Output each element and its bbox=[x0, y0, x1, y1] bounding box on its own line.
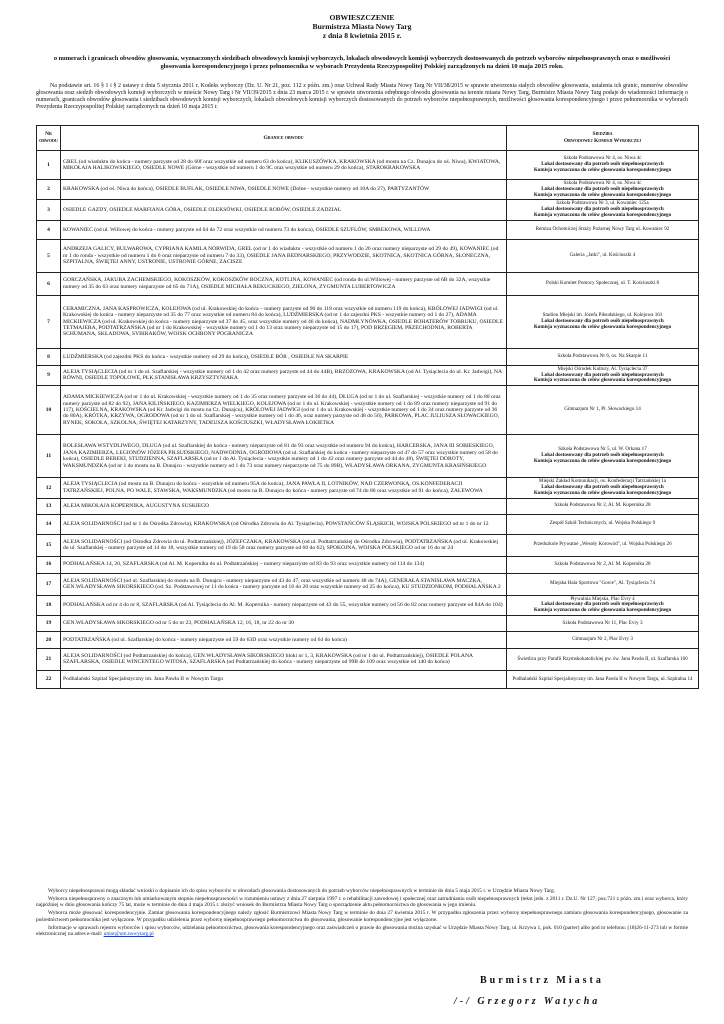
district-boundaries: GREL (od wiaduktu do końca - numery parzyste od 28 do 60f oraz wszystkie od numeru 63 do końca), KLIKUSZÓWKA, KRAKOWSKA (od mostu na Cz. Dunajcu do oś. Niwa), KWIATOWA, MIKOŁAJA HALIKOWSKIEGO, OSIEDLE NOWE (Górne - wszystkie od numeru 1 do 9C oraz wszystkie od numeru 29 do końca), STAROKRAKOWSKA bbox=[61, 151, 507, 180]
table-row bbox=[37, 615, 699, 631]
table-row bbox=[37, 514, 699, 534]
district-boundaries: ALEJA SOLIDARNOŚCI (od Ośrodka Zdrowia do ul. Podtatrzańskiej), JÓZEFCZAKA, KRAKOWSKA (od ul. Podtatrzańskiej do Ośrodka Zdrowia), PODTATRZAŃSKA (od ul. Krakowskiej do ul. Szaflarskiej - numery parzyste od 14 do 18, wszystkie numery od 19 do 58 oraz numery parzyste od 60 do 62), SPOKOJNA, WOJSKA POLSKIEGO od nr 16 do nr 24 bbox=[61, 534, 507, 556]
committee-seat bbox=[507, 180, 699, 200]
seat-address: Galeria „Jatki", ul. Kościuszki 4 bbox=[569, 251, 636, 258]
committee-seat bbox=[507, 670, 699, 688]
table-row bbox=[37, 498, 699, 514]
postal-voting-note: Komisja wyznaczona do celów głosowania korespondencyjnego bbox=[533, 458, 672, 465]
committee-seat bbox=[507, 435, 699, 478]
postal-voting-note: Komisja wyznaczona do celów głosowania korespondencyjnego bbox=[533, 191, 672, 198]
header-date: z dnia 8 kwietnia 2015 r. bbox=[322, 31, 402, 41]
table-row bbox=[37, 631, 699, 648]
table-row bbox=[37, 220, 699, 239]
seat-address: Stadion Miejski im. Józefa Piłsudskiego, ul. Kolejowa 161 bbox=[542, 312, 663, 319]
table-row bbox=[37, 180, 699, 200]
district-number: 18 bbox=[37, 595, 61, 615]
district-number: 21 bbox=[37, 648, 61, 670]
table-row bbox=[37, 534, 699, 556]
district-boundaries: GORCZAŃSKA, JAKUBA ZACHEMSKIEGO, KOKOSZKÓW, KOKOSZKÓW BOCZNA, KOTLINA, KOWANIEC (od ronda do ul.Willowej - numery parzyste od 6B do 32A, wszystkie numery od 35 do 63 oraz numery nieparzyste od 65 do 71A), OSIEDLE MICHAŁA REKUCKIEGO, ZIELONA, ZYGMUNTA LUBERTOWICZA bbox=[61, 272, 507, 295]
district-boundaries: OSIEDLE GAZDY, OSIEDLE MARFIANA GÓRA, OSIEDLE OLEKSÓWKI, OSIEDLE ROBÓW, OSIEDLE ZADZIAL bbox=[61, 200, 507, 220]
committee-seat bbox=[507, 514, 699, 534]
notes-section bbox=[36, 888, 688, 939]
district-boundaries: CERAMICZNA, JANA KASPROWICZA, KOLEJOWA (od ul. Krakowskiej do końca – numery parzyste od 90 do 118 oraz wszystkie od numeru 119 do końca), KRÓLOWEJ JADWIGI (od ul. Krakowskiej do końca - numery nieparzyste od 35 do 77 oraz wszystkie od numeru 84 do końca), LUDŹMIERSKA (od nr 1 do zajezdni PKS - wszystkie numery od 1 do 27), ADAMA MICKIEWICZA (od ul. Krakowskiej do końca - numery nieparzyste od 37 do 45, oraz wszystkie numery od 46 do końca), NADMŁYNÓWKA, OSIEDLE BOHATERÓW TOBRUKU, OSIEDLE TETMAJERA, PODTATRZAŃSKA (od nr 1 do Krakowskiej - wszystkie numery od 1 do 13 oraz numery nieparzyste od 15 do 17), POD BRZEGIEM, PRZECHODNIA, ROBERTA SCHUMANA, SKŁADOWA, SYBIRAKÓW, WOJSK OCHRONY POGRANICZA bbox=[61, 295, 507, 348]
header-committee-seat bbox=[507, 126, 699, 151]
district-boundaries: ALEJA TYSIĄCLECIA (od nr 1 do ul. Szaflarskiej - wszystkie numery od 1 do 42 oraz numery parzyste od 44 do 44B), BRZOZOWA, KRAKOWSKA (od Al. Tysiąclecia do ul. Kr. Jadwigi), NA RÓWNI, OSIEDLE TOPOLOWE, PŁK.STANISŁAWA KRZYSZTYNIAKA bbox=[61, 365, 507, 385]
seat-address: Szkoła Podstawowa Nr 3, ul. Kowaniec 125a bbox=[556, 200, 649, 207]
committee-seat bbox=[507, 615, 699, 631]
district-number: 20 bbox=[37, 631, 61, 648]
table-row bbox=[37, 435, 699, 478]
district-number: 10 bbox=[37, 386, 61, 435]
accessible-venue-note: Lokal dostosowany dla potrzeb osób niepełnosprawnych bbox=[541, 452, 664, 459]
seat-address: Szkoła Podstawowa Nr 2, Al. M. Kopernika 28 bbox=[554, 560, 651, 567]
district-number: 15 bbox=[37, 534, 61, 556]
contact-text: Informacje w sprawach rejestru wyborców i spisu wyborców, udzielania pełnomocnictwa, głosowania korespondencyjnego oraz zaświadczeń o prawie do głosowania można uzyskać w Urzędzie Miasta Nowy Targ, ul. Krzywa 1, pok. 010 (parter) albo pod nr telefonu: (18)26-11-273 lub w formie elektronicznej na adres e-mail: bbox=[36, 924, 688, 938]
committee-seat bbox=[507, 648, 699, 670]
committee-seat bbox=[507, 272, 699, 295]
table-row bbox=[37, 295, 699, 348]
announcement-subject: o numerach i granicach obwodów głosowania, wyznaczonych siedzibach obwodowych komisji wyborczych, lokalach obwodowych komisji wyborczych dostosowanych do potrzeb wyborców niepełnosprawnych oraz o możliwości głosowania korespondencyjnego i przez pełnomocnika w wyborach Prezydenta Rzeczypospolitej Polskiej zarządzonych na dzień 10 maja 2015 roku. bbox=[53, 55, 671, 71]
contact-email-link[interactable]: umnt@um.nowytarg.pl bbox=[103, 931, 154, 938]
committee-seat bbox=[507, 348, 699, 365]
seat-address: Zespół Szkół Technicznych, ul. Wojska Polskiego 9 bbox=[549, 520, 656, 527]
accessible-venue-note: Lokal dostosowany dla potrzeb osób niepełnosprawnych bbox=[541, 206, 664, 213]
seat-address: Świetlica przy Parafii Rzymskokatolickiej pw. św. Jana Pawła II, ul. Szaflarska 160 bbox=[517, 655, 688, 662]
accessible-venue-note: Lokal dostosowany dla potrzeb osób niepełnosprawnych bbox=[541, 317, 664, 324]
district-number: 2 bbox=[37, 180, 61, 200]
committee-seat bbox=[507, 295, 699, 348]
district-boundaries: ANDRZEJA GALICY, BULWAROWA, CYPRIANA KAMILA NORWIDA, GREL (od nr 1 do wiaduktu - wszystkie od numeru 1 do 26 oraz numery nieparzyste od 29 do 49), KOWANIEC (od nr 1 do ronda - wszystkie od numeru 1 do 6 oraz nieparzyste od numeru 7 do 33), OSIEDLE JANA BEDNARSKIEGO, PRZYWODZIE, SKOTNICA, SKOTNICA GÓRNA, SŁONECZNA, SZPITALNA, ŚWIĘTEJ ANNY, USTRONIE, USTRONIE GÓRNE, ZACISZE bbox=[61, 239, 507, 272]
district-boundaries: ALEJA SOLIDARNOŚCI (od nr 1 do Ośrodka Zdrowia), KRAKOWSKA (od Ośrodka Zdrowia do Al. Tysiąclecia), POWSTAŃCÓW ŚLĄSKICH, WOJSKA POLSKIEGO od nr 1 do nr 12 bbox=[61, 514, 507, 534]
district-boundaries: GEN.WŁADYSŁAWA SIKORSKIEGO od nr 5 do nr 23, PODHALAŃSKA 12, 16, 18, nr 22 do nr 30 bbox=[61, 615, 507, 631]
district-boundaries: KRAKOWSKA (od oś. Niwa do końca), OSIEDLE BUFLAK, OSIEDLE NIWA, OSIEDLE NOWE (Dolne - wszystkie numery od 10A do 27), PARTYZANTÓW bbox=[61, 180, 507, 200]
district-boundaries: ALEJA MIKOŁAJA KOPERNIKA, AUGUSTYNA SUSKIEGO bbox=[61, 498, 507, 514]
note-proxy-voting: Wyborca niepełnosprawny o znacznym lub umiarkowanym stopniu niepełnosprawności w rozumieniu ustawy z dnia 27 sierpnia 1997 r. o rehabilitacji zawodowej i społecznej oraz zatrudnianiu osób niepełnosprawnych (tekst jedn. z 2011 r. Dz.U. Nr 127, poz.721 z późn. zm.) oraz wyborca, który najpóźniej w dniu głosowania kończy 75 lat, może w terminie do dnia 4 maja 2015 r. złożyć wniosek do Burmistrza Miasta Nowy Targ o sporządzenie aktu pełnomocnictwa do głosowania w jego imieniu. bbox=[36, 896, 688, 909]
table-row bbox=[37, 595, 699, 615]
seat-address: Szkoła Podstawowa Nr 4, os. Niwa 4c bbox=[563, 180, 642, 186]
district-number: 13 bbox=[37, 498, 61, 514]
note-postal-voting: Wyborca może głosować korespondencyjnie. Zamiar głosowania korespondencyjnego należy zgłosić Burmistrzowi Miasta Nowy Targ w terminie do dnia 27 kwietnia 2015 r. W przypadku zgłoszenia przez wyborcę niepełnosprawnego zamiaru głosowania korespondencyjnego, głosowanie za pośrednictwem pełnomocnika jest wyłączone. W przypadku udzielenia przez wyborcę niepełnosprawnego pełnomocnictwa do głosowania, głosowanie korespondencyjne jest wyłączone. bbox=[36, 910, 688, 923]
intro-paragraph: Na podstawie art. 16 § 1 i § 2 ustawy z dnia 5 stycznia 2011 r. Kodeks wyborczy (Dz. U. Nr 21, poz. 112 z późn. zm.) oraz Uchwał Rady Miasta Nowy Targ Nr VII/38/2015 w sprawie utworzenia stałych obwodów głosowania, ustalenia ich granic, numerów obwodów głosowania oraz siedzib obwodowych komisji wyborczych w mieście Nowy Targ i Nr VII/39/2015 z dnia 23 marca 2015 r. w sprawie utworzenia odrębnego obwodu głosowania na terenie miasta Nowy Targ, Burmistrz Miasta Nowy Targ podaje do wiadomości informację o numerach, granicach obwodów głosowania i siedzibach obwodowych komisji wyborczych, lokalach obwodowych komisji wyborczych dostosowanych do potrzeb wyborców niepełnosprawnych, możliwości głosowania korespondencyjnego i przez pełnomocnika w wyborach Prezydenta Rzeczypospolitej Polskiej zarządzonych na dzień 10 maja 2015 r. bbox=[36, 83, 688, 111]
seat-address: Podhalański Szpital Specjalistyczny im. Jana Pawła II w Nowym Targu, ul. Szpitalna 14 bbox=[512, 675, 693, 682]
district-boundaries: ALEJA SOLIDARNOŚCI (od ul. Szaflarskiej do mostu na B. Dunajcu - numery nieparzyste od 43 do 47, oraz wszystkie od numeru 48 do 74A), GENERAŁA STANISŁAWA MACZKA, GEN.WŁADYSŁAWA SIKORSKIEGO (od. Sz. Podstawowej nr 11 do końca - numery parzyste od 16 do 20 oraz wszystkie numery od 25 do końca), KU STUDZIONKOM, PODHALAŃSKA 2 bbox=[61, 573, 507, 595]
district-number: 5 bbox=[37, 239, 61, 272]
seat-address: Miejska Hala Sportowa "Gorce", Al. Tysiąclecia 74 bbox=[550, 580, 655, 587]
postal-voting-note: Komisja wyznaczona do celów głosowania korespondencyjnego bbox=[533, 489, 672, 496]
district-boundaries: ALEJA TYSIĄCLECIA (od mostu na B. Dunajcu do końca - wszystkie od numeru 95A do końca), JANA PAWŁA II, LOTNIKÓW, NAD CZERWONKĄ, OS.KONFEDERACJI TATRZAŃSKIEJ, POLNA, PO WALE, STAWSKA, WAKSMUNDZKA (od mostu na B. Dunajcu do końca - numery parzyste od 74 do 86 oraz wszystkie od 91 do końca), ZALEWOWA bbox=[61, 478, 507, 498]
district-number: 12 bbox=[37, 478, 61, 498]
postal-voting-note: Komisja wyznaczona do celów głosowania korespondencyjnego bbox=[533, 211, 672, 218]
table-row bbox=[37, 386, 699, 435]
seat-address: Pływalnia Miejska, Plac Evry 4 bbox=[570, 595, 635, 602]
postal-voting-note: Komisja wyznaczona do celów głosowania korespondencyjnego bbox=[533, 377, 672, 384]
accessible-venue-note: Lokal dostosowany dla potrzeb osób niepełnosprawnych bbox=[541, 601, 664, 608]
committee-seat bbox=[507, 534, 699, 556]
table-row bbox=[37, 478, 699, 498]
seat-address: Miejski Ośrodek Kultury, Al. Tysiąclecia 37 bbox=[557, 365, 648, 372]
district-number: 14 bbox=[37, 514, 61, 534]
district-number: 9 bbox=[37, 365, 61, 385]
seat-address: Polski Komitet Pomocy Społecznej, ul. T. Kościuszki 8 bbox=[546, 279, 659, 286]
accessible-venue-note: Lokal dostosowany dla potrzeb osób niepełnosprawnych bbox=[541, 483, 664, 490]
district-boundaries: BOLESŁAWA WSTYDLIWEGO, DŁUGA (od ul. Szaflarskiej do końca - numery nieparzyste od 81 do 93 oraz wszystkie od numeru 94 do końca), HARCERSKA, JANA III SOBIESKIEGO, JANA KAZIMIERZA, LEGIONÓW JÓZEFA PIŁSUDSKIEGO, NADWODNIA, OGRODOWA (od ul. Szaflarskiej do końca - numery nieparzyste od 47 do 57 oraz wszystkie numery od 58 do końca), OSIEDLE BEREKI, STUDZIENNA, SZAFLARSKA (od nr 1 do Al. Tysiąclecia - wszystkie numery od 1 do 42 oraz numery parzyste od 44 do 48), ŚWIĘTEJ DOROTY, WAKSMUNDZKA (od nr 1 do mostu na B. Dunajcu - wszystkie numery od 1 do 73 oraz numery nieparzyste od 75 do 89B), WŁADYSŁAWA ORKANA, ZYGMUNTA KRASIŃSKIEGO bbox=[61, 435, 507, 478]
table-row bbox=[37, 670, 699, 688]
committee-seat bbox=[507, 478, 699, 498]
table-row bbox=[37, 239, 699, 272]
district-boundaries: PODTATRZAŃSKA (od ul. Szaflarskiej do końca - numery nieparzyste od 59 do 63D oraz wszystkie numery od 64 do końca) bbox=[61, 631, 507, 648]
signature-name: /-/ Grzegorz Watycha bbox=[454, 996, 601, 1007]
seat-address: Szkoła Podstawowa Nr 2, Al. M. Kopernika 28 bbox=[554, 502, 651, 509]
postal-voting-note: Komisja wyznaczona do celów głosowania korespondencyjnego bbox=[533, 323, 672, 330]
note-disabled-voters: Wyborcy niepełnosprawni mogą składać wnioski o dopisanie ich do spisu wyborców w obwodach głosowania dostosowanych do potrzeb wyborców niepełnosprawnych w terminie do dnia 5 maja 2015 r. w Urzędzie Miasta Nowy Targ. bbox=[48, 888, 556, 894]
seat-address: Gimnazjum Nr 1, Pl. Słowackiego 14 bbox=[564, 406, 641, 413]
table-row bbox=[37, 573, 699, 595]
header-district-boundaries: Granice obwodu bbox=[61, 126, 507, 151]
district-number: 11 bbox=[37, 435, 61, 478]
header-seat-line1: Siedziba bbox=[592, 131, 613, 138]
seat-address: Szkoła Podstawowa Nr 6, os. Na Skarpie 11 bbox=[557, 352, 648, 359]
committee-seat bbox=[507, 556, 699, 573]
district-number: 1 bbox=[37, 151, 61, 180]
district-number: 7 bbox=[37, 295, 61, 348]
district-boundaries: LUDŹMIERSKA (od zajezdni PKS do końca - wszystkie numery od 29 do końca), OSIEDLE BÓR , OSIEDLE NA SKARPIE bbox=[61, 348, 507, 365]
committee-seat bbox=[507, 595, 699, 615]
accessible-venue-note: Lokal dostosowany dla potrzeb osób niepełnosprawnych bbox=[541, 185, 664, 192]
seat-address: Miejski Zakład Komunikacji, os. Konfederacji Tatrzańskiej 1a bbox=[538, 478, 667, 485]
seat-address: Przedszkole Prywatne „Wesoły Korowód", ul. Wojska Polskiego 26 bbox=[533, 541, 672, 548]
note-contact-info bbox=[36, 925, 688, 938]
committee-seat bbox=[507, 386, 699, 435]
district-boundaries: PODHALAŃSKA od nr 4 do nr 8, SZAFLARSKA (od Al. Tysiąclecia do Al. M. Kopernika - numery nieparzyste od 43 do 55, wszystkie numery od 56 do 82 oraz numery parzyste od 84A do 104) bbox=[61, 595, 507, 615]
table-row bbox=[37, 348, 699, 365]
seat-address: Szkoła Podstawowa Nr 11, Plac Evry 3 bbox=[562, 619, 643, 626]
signature-title: Burmistrz Miasta bbox=[480, 975, 604, 986]
announcement-header bbox=[0, 13, 724, 41]
seat-address: Remiza Ochotniczej Straży Pożarnej Nowy Targ ul. Kowaniec 92 bbox=[535, 225, 670, 232]
district-number: 4 bbox=[37, 220, 61, 239]
header-seat-line2: Obwodowej Komisji Wyborczej bbox=[563, 138, 642, 144]
table-row bbox=[37, 151, 699, 180]
seat-address: Szkoła Podstawowa Nr 5, ul. W. Orkana 17 bbox=[558, 446, 647, 453]
district-number: 8 bbox=[37, 348, 61, 365]
postal-voting-note: Komisja wyznaczona do celów głosowania korespondencyjnego bbox=[533, 166, 672, 173]
accessible-venue-note: Lokal dostosowany dla potrzeb osób niepełnosprawnych bbox=[541, 371, 664, 378]
table-row bbox=[37, 648, 699, 670]
table-header-row bbox=[37, 126, 699, 151]
postal-voting-note: Komisja wyznaczona do celów głosowania korespondencyjnego bbox=[533, 607, 672, 614]
seat-address: Szkoła Podstawowa Nr 4, os. Niwa 4c bbox=[563, 155, 642, 162]
table-row bbox=[37, 200, 699, 220]
committee-seat bbox=[507, 220, 699, 239]
committee-seat bbox=[507, 631, 699, 648]
committee-seat bbox=[507, 498, 699, 514]
district-number: 16 bbox=[37, 556, 61, 573]
committee-seat bbox=[507, 573, 699, 595]
committee-seat bbox=[507, 200, 699, 220]
header-title: OBWIESZCZENIE bbox=[329, 13, 395, 22]
district-boundaries: Podhalański Szpital Specjalistyczny im. Jana Pawła II w Nowym Targu bbox=[61, 670, 507, 688]
accessible-venue-note: Lokal dostosowany dla potrzeb osób niepełnosprawnych bbox=[541, 161, 664, 168]
committee-seat bbox=[507, 365, 699, 385]
district-boundaries: PODHALAŃSKA 14, 20, SZAFLARSKA (od Al. M. Kopernika do ul. Podtatrzańskiej – numery nieparzyste od 83 do 93 oraz wszystkie numery od 114 do 134) bbox=[61, 556, 507, 573]
district-number: 3 bbox=[37, 200, 61, 220]
district-boundaries: ADAMA MICKIEWICZA (od nr 1 do ul. Krakowskiej - wszystkie numery od 1 do 35 oraz numery parzyste od 36 do 44), DŁUGA (od nr 1 do ul. Szaflarskiej - wszystkie numery od 1 do 80 oraz numery parzyste od 82 do 92), JANA KILIŃSKIEGO, KAZIMIERZA WIELKIEGO, KOLEJOWA (od nr 1 do ul. Krakowskiej - wszystkie numery od 1 do 89 oraz numery nieparzyste od 91 do 117), KOŚCIELNA, KRAKOWSKA (od Kr. Jadwigi do mostu na Cz. Dunajcu), KRÓLOWEJ JADWIGI (od nr 1 do ul. Krakowskiej - wszystkie numery od 1 do 34 oraz numery parzyste od 36 do 80A), KRÓTKA, KRZYWA, OGRODOWA (od nr 1 do ul. Szaflarskiej - wszystkie numery od 1 do 46, oraz numery parzyste od 48 do 56), PARKOWA, PLAC JULIUSZA SŁOWACKIEGO, RYNEK, SOKOŁA, SZKOLNA, ŚWIĘTEJ KATARZYNY, TADEUSZA KOŚCIUSZKI, WŁADYSŁAWA ŁOKIETKA bbox=[61, 386, 507, 435]
polling-districts-table bbox=[36, 125, 699, 689]
district-number: 17 bbox=[37, 573, 61, 595]
table-row bbox=[37, 556, 699, 573]
header-issuer: Burmistrza Miasta Nowy Targ bbox=[312, 22, 412, 32]
committee-seat bbox=[507, 151, 699, 180]
district-number: 19 bbox=[37, 615, 61, 631]
district-boundaries: KOWANIEC (od ul. Willowej do końca - numery parzyste od 64 do 72 oraz wszystkie od numeru 73 do końca), OSIEDLE SZUFLÓW, SMREKOWA, WILLOWA bbox=[61, 220, 507, 239]
district-number: 22 bbox=[37, 670, 61, 688]
header-district-number: Nr obwodu bbox=[37, 126, 61, 151]
table-row bbox=[37, 272, 699, 295]
table-row bbox=[37, 365, 699, 385]
committee-seat bbox=[507, 239, 699, 272]
district-number: 6 bbox=[37, 272, 61, 295]
seat-address: Gimnazjum Nr 2, Plac Evry 3 bbox=[572, 636, 633, 643]
district-boundaries: ALEJA SOLIDARNOŚCI (od Podtatrzańskiej do końca), GEN.WŁADYSŁAWA SIKORSKIEGO bloki nr 1, 3, KRAKOWSKA (od nr 1 do ul. Podtatrzańskiej), OSIEDLE POLANA SZAFLARSKA, OSIEDLE WINCENTEGO WITOSA, SZAFLARSKA (od Podtatrzańskiej do końca - numery nieparzyste od 99B do 109 oraz wszystkie od 140 do końca) bbox=[61, 648, 507, 670]
